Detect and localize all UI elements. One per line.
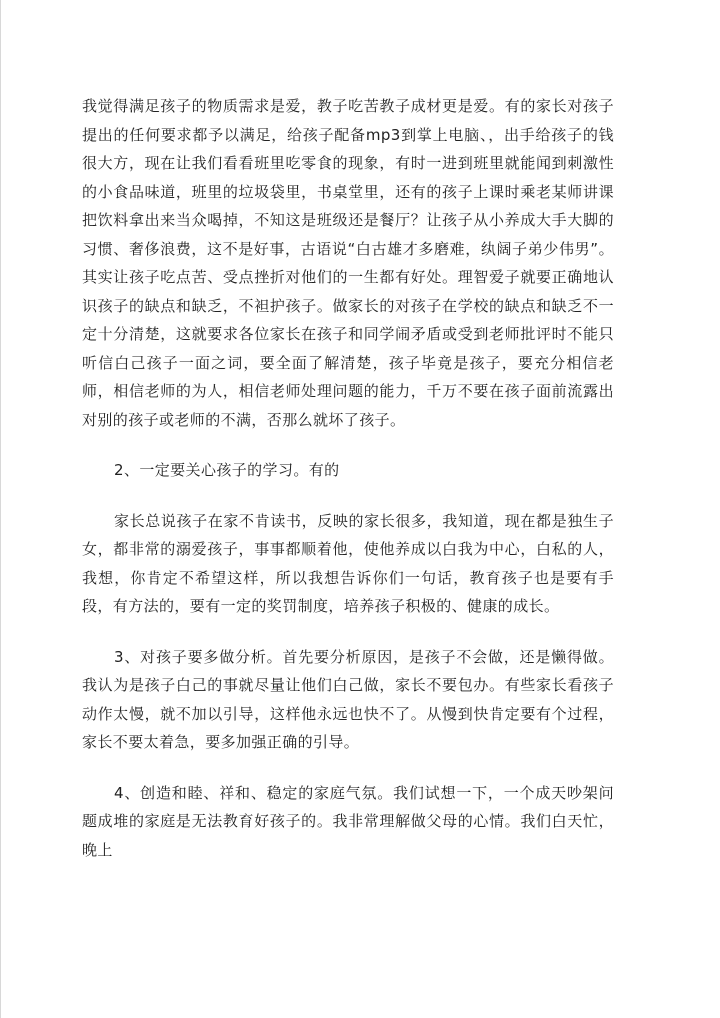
paragraph-point-4: 4、创造和睦、祥和、稳定的家庭气氛。我们试想一下，一个成天吵架问题成堆的家庭是无法教育好孩子的。我非常理解做父母的心情。我们白天忙，晚上 <box>82 783 614 859</box>
paragraph-point-2-body: 家长总说孩子在家不肯读书，反映的家长很多，我知道，现在都是独生子女，都非常的溺爱孩子，事事都顺着他，使他养成以白我为中心，白私的人，我想，你肯定不希望这样，所以我想告诉你们一句话，教育孩子也是要有手段，有方法的，要有一定的奖罚制度，培养孩子积极的、健康的成长。 <box>82 511 614 615</box>
paragraph-point-2-heading: 2、一定要关心孩子的学习。有的 <box>114 461 340 479</box>
paragraph-material-needs: 我觉得满足孩子的物质需求是爱，教子吃苦教子成材更是爱。有的家长对孩子提出的任何要求都予以满足，给孩子配备mp3到掌上电脑、，出手给孩子的钱很大方，现在让我们看看班里吃零食的现象，有时一进到班里就能闻到刺激性的小食品味道，班里的垃圾袋里，书桌堂里，还有的孩子上课时乘老某师讲课把饮料拿出来当众喝掉，不知这是班级还是餐厅？让孩子从小养成大手大脚的习惯、奢侈浪费，这不是好事，古语说“白古雄才多磨难，纨阔子弟少伟男”。其实让孩子吃点苦、受点挫折对他们的一生都有好处。理智爱子就要正确地认识孩子的缺点和缺乏，不袒护孩子。做家长的对孩子在学校的缺点和缺乏不一定十分清楚，这就要求各位家长在孩子和同学闹矛盾或受到老师批评时不能只听信白己孩子一面之词，要全面了解清楚，孩子毕竟是孩子，要充分相信老师，相信老师的为人，相信老师处理问题的能力，千万不要在孩子面前流露出对别的孩子或老师的不满，否那么就坏了孩子。 <box>82 97 614 429</box>
page-edge-divider <box>0 0 1 1018</box>
paragraph-point-3: 3、对孩子要多做分析。首先要分析原因，是孩子不会做，还是懒得做。我认为是孩子白己的事就尽量让他们白己做，家长不要包办。有些家长看孩子动作太慢，就不加以引导，这样他永远也快不了。从慢到快肯定要有个过程，家长不要太着急，要多加强正确的引导。 <box>82 647 614 751</box>
document-body <box>82 92 614 864</box>
